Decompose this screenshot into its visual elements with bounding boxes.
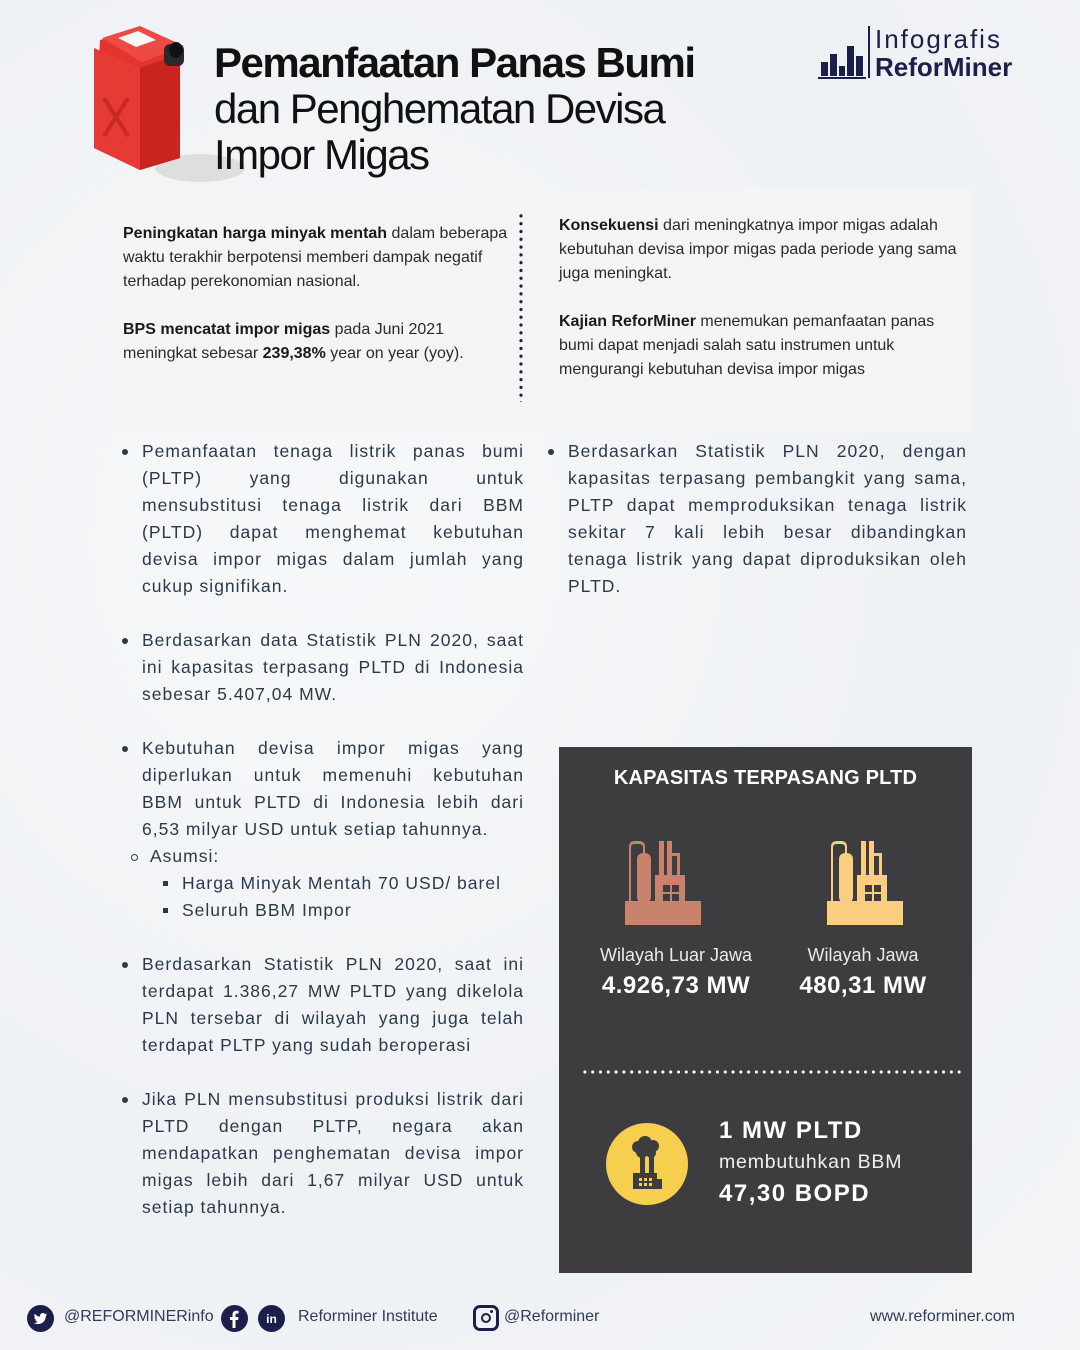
- page-title: [214, 40, 774, 178]
- assumption-item: Seluruh BBM Impor: [118, 897, 524, 924]
- twitter-icon[interactable]: [27, 1305, 54, 1332]
- region-value-jawa: 480,31 MW: [799, 972, 927, 999]
- intro-bold: Peningkatan harga minyak mentah: [123, 225, 388, 242]
- assumption-label: Asumsi:: [118, 843, 524, 870]
- capacity-panel: [559, 747, 972, 1273]
- bopd-heading: 1 MW PLTD: [719, 1117, 863, 1144]
- intro-paragraph: [559, 310, 959, 382]
- logo-divider: [868, 26, 870, 78]
- intro-paragraph: [123, 222, 508, 294]
- intro-text: dari meningkatnya impor migas adalah kebutuhan devisa impor migas pada periode yang sama juga meningkat.: [559, 217, 957, 282]
- intro-text: dalam beberapa waktu terakhir berpotensi memberi dampak negatif terhadap perekonomian nasional.: [123, 225, 508, 290]
- title-line-1: Pemanfaatan Panas Bumi: [214, 39, 695, 86]
- bar-chart-logo-icon: [818, 40, 866, 80]
- region-label-luar-jawa: Wilayah Luar Jawa: [599, 945, 753, 965]
- right-bullet-list: [544, 438, 967, 627]
- intro-text: year on year (yoy).: [325, 345, 464, 362]
- intro-bold: Konsekuensi: [559, 217, 659, 234]
- intro-paragraph: [123, 318, 508, 366]
- intro-right-column: [559, 214, 959, 406]
- intro-left-column: [123, 222, 508, 390]
- intro-bold: Kajian ReforMiner: [559, 313, 696, 330]
- factory-icon: [625, 839, 705, 929]
- list-item: Berdasarkan Statistik PLN 2020, saat ini terdapat 1.386,27 MW PLTD yang dikelola PLN tersebar di wilayah yang juga telah terdapat PLTP yang sudah beroperasi: [118, 951, 524, 1059]
- twitter-handle[interactable]: @REFORMINERinfo: [64, 1308, 214, 1325]
- panel-title: KAPASITAS TERPASANG PLTD: [613, 767, 918, 789]
- bopd-subtext: membutuhkan BBM: [719, 1151, 903, 1173]
- import-growth-value: 239,38%: [262, 345, 326, 362]
- facebook-icon[interactable]: [221, 1305, 248, 1332]
- horizontal-dotted-divider: [581, 1070, 961, 1074]
- linkedin-facebook-name[interactable]: Reforminer Institute: [298, 1308, 438, 1325]
- intro-bold: BPS mencatat impor migas: [123, 321, 331, 338]
- logo-text-infografis: Infografis: [875, 24, 1002, 54]
- vertical-dotted-divider: [519, 212, 523, 402]
- intro-box: [108, 187, 972, 432]
- assumption-item: Harga Minyak Mentah 70 USD/ barel: [118, 870, 524, 897]
- website-link[interactable]: www.reforminer.com: [870, 1308, 1015, 1325]
- list-item: Berdasarkan Statistik PLN 2020, dengan kapasitas terpasang pembangkit yang sama, PLTP dapat memproduksikan tenaga listrik sekitar 7 kali lebih besar dibandingkan tenaga listrik yang dapat diproduksikan oleh PLTD.: [544, 438, 967, 600]
- list-item: Pemanfaatan tenaga listrik panas bumi (PLTP) yang digunakan untuk mensubstitusi tenaga listrik dari BBM (PLTD) dapat menghemat kebutuhan devisa impor migas dalam jumlah yang cukup signifikan.: [118, 438, 524, 600]
- logo-text-reforminer: ReforMiner: [875, 52, 1013, 82]
- title-line-3: Impor Migas: [214, 131, 429, 178]
- linkedin-icon[interactable]: [258, 1305, 285, 1332]
- list-item-text: Kebutuhan devisa impor migas yang diperlukan untuk memenuhi kebutuhan BBM untuk PLTD di Indonesia lebih dari 6,53 milyar USD untuk setiap tahunnya.: [142, 738, 524, 839]
- region-value-luar-jawa: 4.926,73 MW: [601, 972, 751, 999]
- list-item: [118, 735, 524, 843]
- intro-paragraph: [559, 214, 959, 286]
- title-line-2: dan Penghematan Devisa: [214, 85, 665, 132]
- factory-smoke-icon: [606, 1123, 688, 1205]
- svg-text:in: in: [266, 1312, 277, 1326]
- instagram-handle[interactable]: @Reforminer: [504, 1308, 600, 1325]
- list-item: Berdasarkan data Statistik PLN 2020, saat ini kapasitas terpasang PLTD di Indonesia sebesar 5.407,04 MW.: [118, 627, 524, 708]
- list-item: Jika PLN mensubstitusi produksi listrik dari PLTD dengan PLTP, negara akan mendapatkan penghematan devisa impor migas lebih dari 1,67 milyar USD untuk setiap tahunnya.: [118, 1086, 524, 1221]
- factory-icon: [827, 839, 907, 929]
- intro-text: menemukan pemanfaatan panas bumi dapat menjadi salah satu instrumen untuk mengurangi kebutuhan devisa impor migas: [559, 313, 935, 378]
- instagram-icon[interactable]: [473, 1305, 499, 1331]
- left-bullet-list: [118, 438, 524, 1248]
- reforminer-logo: [818, 26, 1033, 82]
- region-label-jawa: Wilayah Jawa: [807, 945, 919, 965]
- intro-text: pada Juni 2021 meningkat sebesar: [123, 321, 445, 362]
- footer: [0, 1300, 1080, 1340]
- bopd-value: 47,30 BOPD: [719, 1180, 871, 1207]
